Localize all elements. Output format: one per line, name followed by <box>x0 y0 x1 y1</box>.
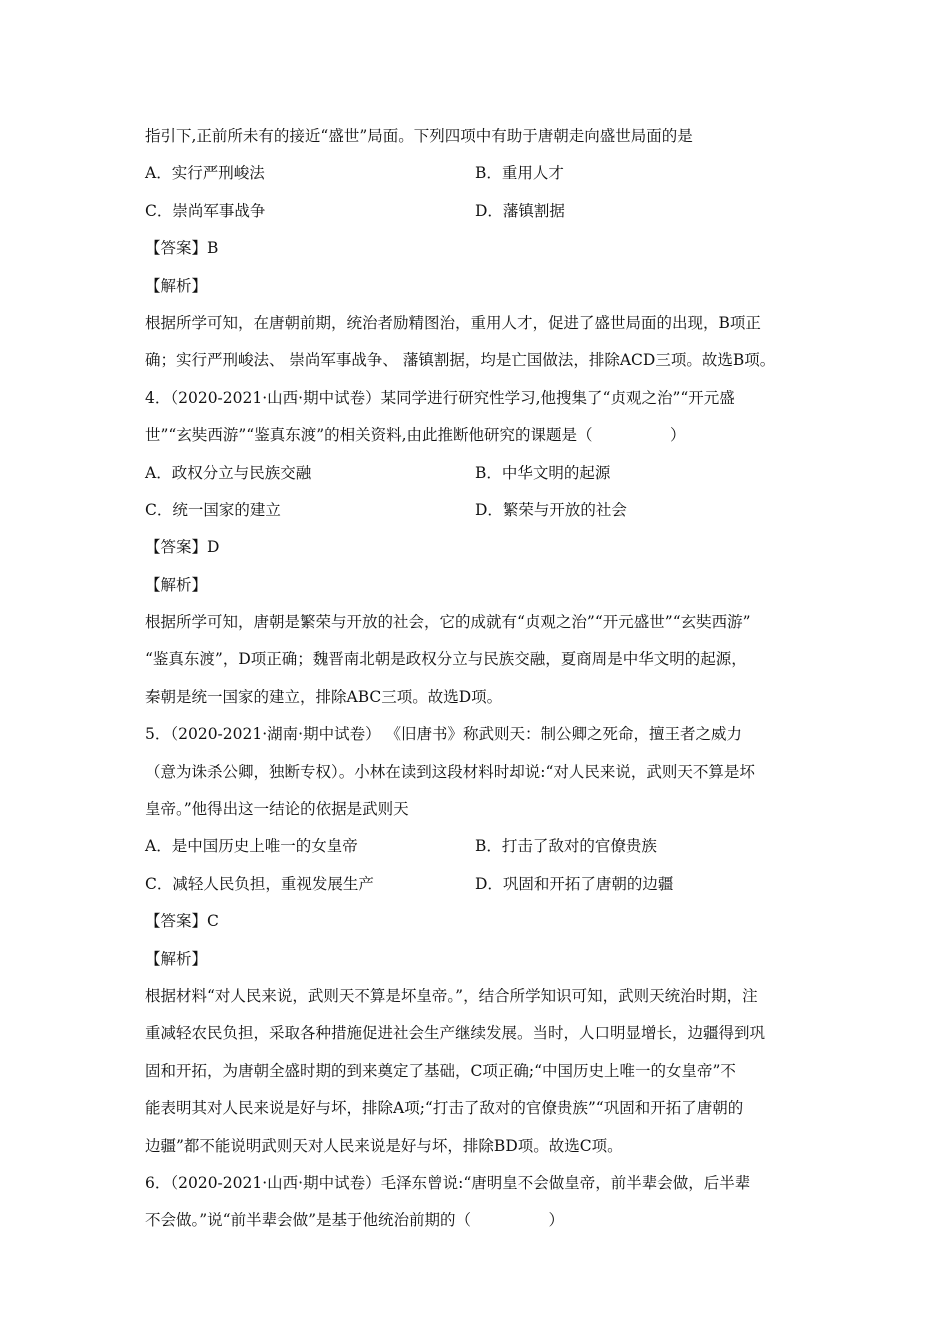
question-6-stem-line: 不会做。”说“前半辈会做”是基于他统治前期的（ ） <box>145 1211 565 1230</box>
question-5-option-d: D．巩固和开拓了唐朝的边疆 <box>475 874 674 893</box>
question-5-stem-line: 皇帝。”他得出这一结论的依据是武则天 <box>145 800 409 819</box>
question-5-options-row-2 <box>145 866 810 903</box>
question-3-options-row-2 <box>145 193 810 230</box>
question-5-options-row-1 <box>145 828 810 865</box>
question-5-analysis-line: 根据材料“对人民来说，武则天不算是坏皇帝。”，结合所学知识可知，武则天统治时期，注 <box>145 986 758 1005</box>
question-5-analysis-label: 【解析】 <box>145 949 208 968</box>
question-4-option-a: A．政权分立与民族交融 <box>145 463 312 482</box>
question-4-stem-line: 世”“玄奘西游”“鉴真东渡”的相关资料,由此推断他研究的课题是（ ） <box>145 426 686 445</box>
question-5-stem-line: （意为诛杀公卿，独断专权）。小林在读到这段材料时却说:“对人民来说，武则天不算是坏 <box>145 762 755 781</box>
question-3-analysis-line: 确；实行严刑峻法、 崇尚军事战争、 藩镇割据，均是亡国做法，排除ACD三项。故选B项。 <box>145 351 776 370</box>
question-3-analysis-line: 根据所学可知，在唐朝前期，统治者励精图治，重用人才，促进了盛世局面的出现，B项正 <box>145 313 761 332</box>
question-4-option-c: C．统一国家的建立 <box>145 500 281 519</box>
document-content <box>145 118 810 1240</box>
question-3-option-c: C．崇尚军事战争 <box>145 201 266 220</box>
question-4-option-b: B．中华文明的起源 <box>475 463 611 482</box>
question-4-stem-line: 4．（2020-2021·山西·期中试卷）某同学进行研究性学习,他搜集了“贞观之治”“开元盛 <box>145 388 735 407</box>
question-5-answer: 【答案】C <box>145 912 219 931</box>
question-3-option-d: D．藩镇割据 <box>475 201 565 220</box>
question-5-analysis-line: 能表明其对人民来说是好与坏，排除A项;“打击了敌对的官僚贵族”“巩固和开拓了唐朝的 <box>145 1099 744 1118</box>
question-4-analysis-line: “鉴真东渡”，D项正确；魏晋南北朝是政权分立与民族交融，夏商周是中华文明的起源， <box>145 650 747 669</box>
question-5-stem-line: 5．（2020-2021·湖南·期中试卷） 《旧唐书》称武则天：制公卿之死命，擅王者之威力 <box>145 725 743 744</box>
question-3-analysis-label: 【解析】 <box>145 276 208 295</box>
question-4-option-d: D．繁荣与开放的社会 <box>475 500 627 519</box>
question-4-analysis-line: 根据所学可知，唐朝是繁荣与开放的社会，它的成就有“贞观之治”“开元盛世”“玄奘西游” <box>145 613 751 632</box>
question-5-option-a: A．是中国历史上唯一的女皇帝 <box>145 837 358 856</box>
question-5-option-b: B．打击了敌对的官僚贵族 <box>475 837 657 856</box>
question-5-analysis-line: 边疆”都不能说明武则天对人民来说是好与坏，排除BD项。故选C项。 <box>145 1136 623 1155</box>
question-5-option-c: C．减轻人民负担，重视发展生产 <box>145 874 374 893</box>
question-3-option-a: A．实行严刑峻法 <box>145 164 265 183</box>
question-3-option-b: B．重用人才 <box>475 164 564 183</box>
question-6-stem-line: 6．（2020-2021·山西·期中试卷）毛泽东曾说:“唐明皇不会做皇帝，前半辈会做，后半辈 <box>145 1173 751 1192</box>
question-4-analysis-line: 秦朝是统一国家的建立，排除ABC三项。故选D项。 <box>145 687 503 706</box>
question-5-analysis-line: 重减轻农民负担，采取各种措施促进社会生产继续发展。当时，人口明显增长，边疆得到巩 <box>145 1024 766 1043</box>
question-4-analysis-label: 【解析】 <box>145 575 208 594</box>
question-5-analysis-line: 固和开拓，为唐朝全盛时期的到来奠定了基础，C项正确;“中国历史上唯一的女皇帝”不 <box>145 1061 736 1080</box>
question-4-options-row-2 <box>145 492 810 529</box>
question-4-options-row-1 <box>145 455 810 492</box>
question-4-answer: 【答案】D <box>145 538 220 557</box>
question-3-answer: 【答案】B <box>145 239 219 258</box>
question-3-options-row-1 <box>145 155 810 192</box>
question-3-stem-tail: 指引下,正前所未有的接近“盛世”局面。下列四项中有助于唐朝走向盛世局面的是 <box>145 127 693 145</box>
